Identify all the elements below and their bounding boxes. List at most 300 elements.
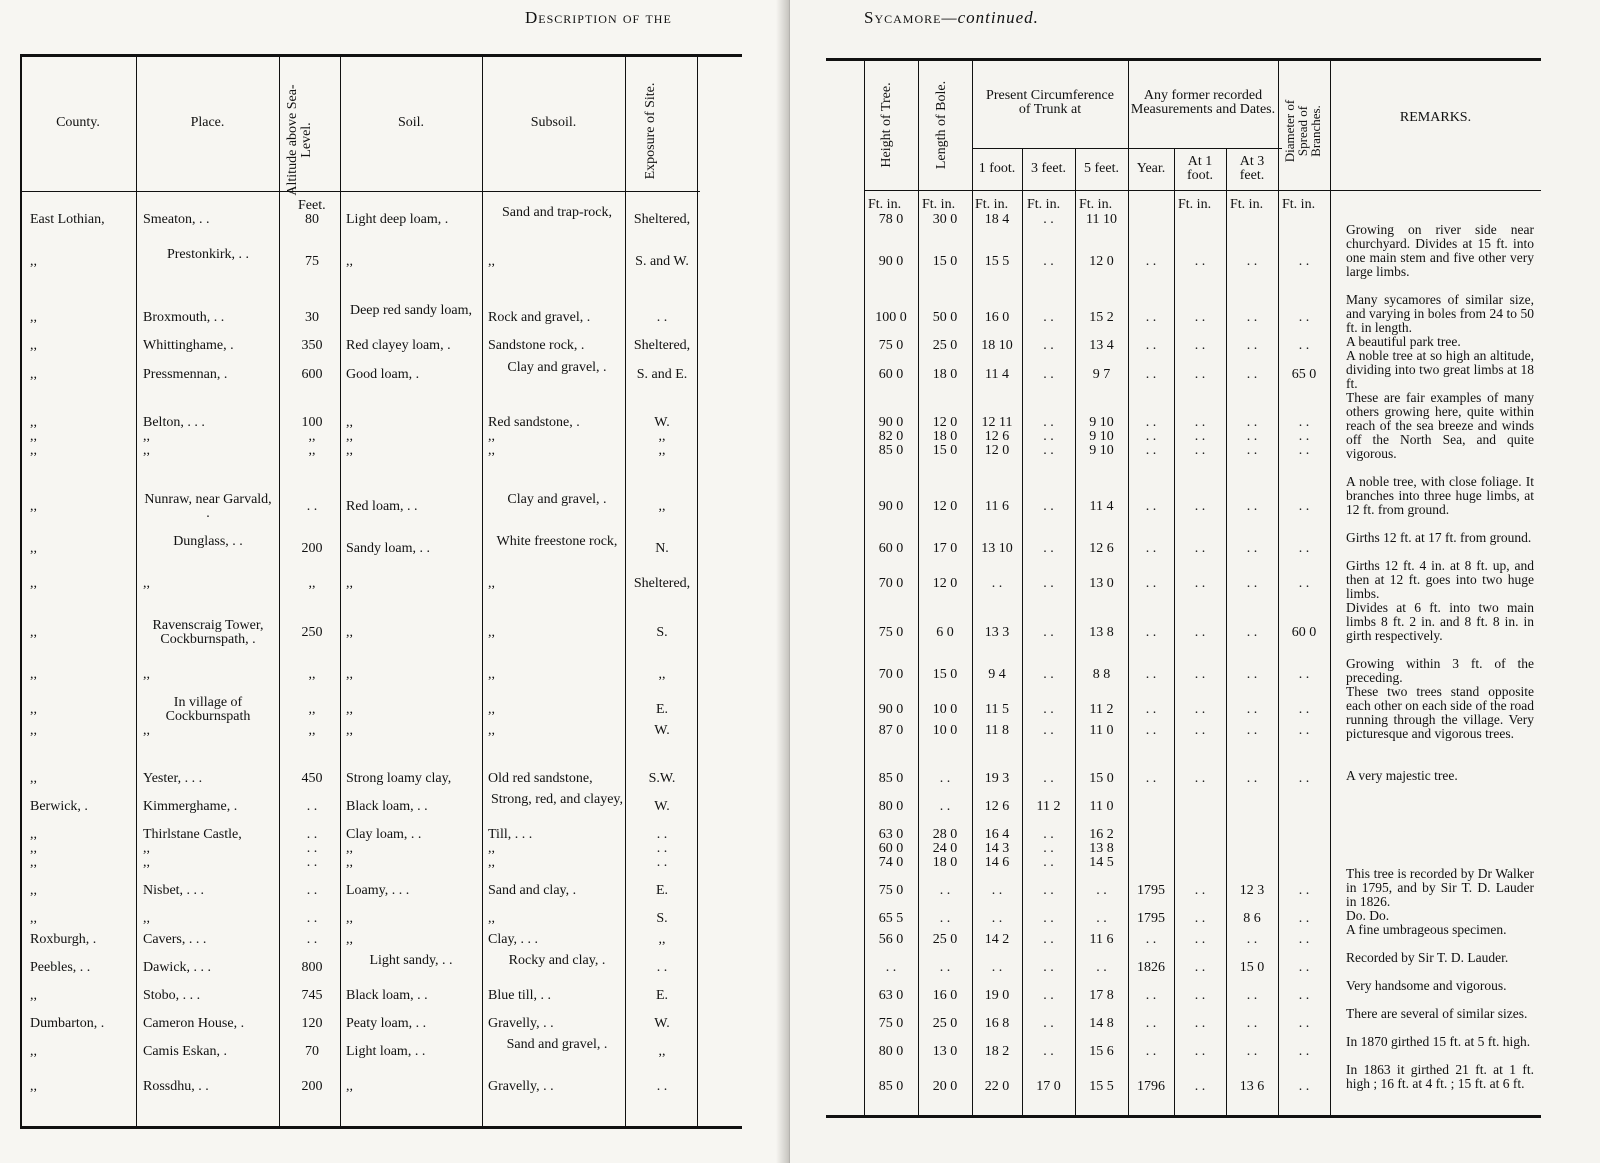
row-h: 63 0 <box>878 828 904 842</box>
row-d: . . <box>1298 1017 1310 1031</box>
row-county: ,, <box>30 827 37 842</box>
row-county: ,, <box>30 443 37 458</box>
row-a3: . . <box>1246 703 1258 717</box>
row-yr: 1795 <box>1137 884 1165 898</box>
row-a3: 15 0 <box>1239 961 1265 975</box>
row-f3: . . <box>1043 311 1054 325</box>
row-f5: 9 7 <box>1092 368 1111 382</box>
row-exposure: Sheltered, <box>633 338 691 353</box>
row-a3: . . <box>1246 368 1258 382</box>
row-county: ,, <box>30 841 37 856</box>
row-exposure: S. <box>656 911 668 926</box>
row-a3: . . <box>1246 1045 1258 1059</box>
row-exposure: N. <box>655 541 669 556</box>
row-place: ,, <box>143 429 150 444</box>
row-alt: 120 <box>301 1016 323 1031</box>
row-place: Nisbet, . . . <box>143 883 205 898</box>
row-h: 90 0 <box>878 703 904 717</box>
row-b: . . <box>939 884 951 898</box>
remark-text: In 1870 girthed 15 ft. at 5 ft. high. <box>1346 1034 1531 1049</box>
row-exposure: E. <box>655 883 669 898</box>
col-soil: Soil. <box>397 114 425 130</box>
row-f1: 12 6 <box>984 430 1010 444</box>
row-subsoil: ,, <box>488 911 495 926</box>
row-f3: . . <box>1043 724 1054 738</box>
row-h: 87 0 <box>878 724 904 738</box>
row-b: 15 0 <box>932 255 958 269</box>
row-exposure: . . <box>656 310 668 325</box>
row-place: Dawick, . . . <box>143 960 212 975</box>
row-b: 12 0 <box>932 577 958 591</box>
row-soil: ,, <box>346 1079 353 1094</box>
row-county: ,, <box>30 1044 37 1059</box>
row-subsoil: Till, . . . <box>488 827 533 842</box>
row-place: ,, <box>143 841 150 856</box>
row-alt: 450 <box>301 771 323 786</box>
row-h: 65 5 <box>878 912 904 926</box>
col-exposure: Exposure of Site. <box>643 82 658 180</box>
row-h: 85 0 <box>878 772 904 786</box>
row-d: . . <box>1298 255 1310 269</box>
row-alt: 800 <box>301 960 323 975</box>
row-subsoil: ,, <box>488 667 495 682</box>
row-a1: . . <box>1194 542 1206 556</box>
row-f1: 19 0 <box>984 989 1010 1003</box>
row-f5: 11 0 <box>1089 724 1114 738</box>
col-5-feet: 5 feet. <box>1084 161 1119 176</box>
row-f3: . . <box>1043 368 1054 382</box>
row-county: Roxburgh, . <box>30 932 97 947</box>
row-a1: . . <box>1194 961 1206 975</box>
row-place: Stobo, . . . <box>143 988 201 1003</box>
row-b: 18 0 <box>932 430 958 444</box>
row-place: Pressmennan, . <box>143 367 228 382</box>
row-soil: ,, <box>346 932 353 947</box>
row-county: ,, <box>30 911 37 926</box>
row-alt: ,, <box>308 443 316 458</box>
row-subsoil: ,, <box>488 855 495 870</box>
row-d: . . <box>1298 577 1310 591</box>
row-county: ,, <box>30 667 37 682</box>
row-f1: 11 4 <box>985 368 1009 382</box>
row-d: . . <box>1298 989 1310 1003</box>
remark-text: Girths 12 ft. 4 in. at 8 ft. up, and then at 12 ft. goes into two huge limbs. <box>1346 558 1534 601</box>
row-subsoil: Old red sandstone, <box>488 771 593 786</box>
row-alt: . . <box>306 883 318 898</box>
row-exposure: E. <box>655 702 669 717</box>
row-yr: 1795 <box>1137 912 1165 926</box>
row-a1: . . <box>1194 311 1206 325</box>
row-place: ,, <box>143 723 150 738</box>
row-place: Prestonkirk, . . <box>166 247 250 262</box>
col-3-feet: 3 feet. <box>1031 161 1066 176</box>
col-1-foot: 1 foot. <box>978 161 1016 176</box>
row-d: . . <box>1298 416 1310 430</box>
row-a3: . . <box>1246 1017 1258 1031</box>
row-yr: . . <box>1145 339 1157 353</box>
row-a1: . . <box>1194 724 1206 738</box>
row-exposure: W. <box>654 799 670 814</box>
row-yr: . . <box>1145 933 1157 947</box>
row-alt: ,, <box>308 429 316 444</box>
row-b: . . <box>939 800 951 814</box>
row-b: 18 0 <box>932 856 958 870</box>
row-h: 56 0 <box>878 933 904 947</box>
row-soil: ,, <box>346 841 353 856</box>
right-running-title: Sycamore—continued. <box>864 8 1039 27</box>
row-a3: . . <box>1246 430 1258 444</box>
col-county: County. <box>56 114 100 130</box>
row-h: 70 0 <box>878 668 904 682</box>
row-f3: . . <box>1043 856 1054 870</box>
row-soil: Light deep loam, . <box>346 212 449 227</box>
row-f1: 11 8 <box>985 724 1009 738</box>
row-f3: . . <box>1043 339 1054 353</box>
row-f3: . . <box>1043 416 1054 430</box>
row-f1: 12 0 <box>984 444 1010 458</box>
row-a3: . . <box>1246 772 1258 786</box>
row-yr: . . <box>1145 577 1157 591</box>
row-subsoil: Sand and gravel, . <box>506 1037 608 1052</box>
remark-text: Girths 12 ft. at 17 ft. from ground. <box>1346 530 1532 545</box>
unit-bole: Ft. in. <box>922 197 956 212</box>
row-county: ,, <box>30 702 37 717</box>
row-soil: ,, <box>346 702 353 717</box>
row-d: . . <box>1298 884 1310 898</box>
row-b: 25 0 <box>932 933 958 947</box>
row-place: ,, <box>143 443 150 458</box>
row-place: Smeaton, . . <box>143 212 210 227</box>
row-b: 18 0 <box>932 368 958 382</box>
row-f1: . . <box>991 912 1003 926</box>
row-alt: 600 <box>301 367 323 382</box>
row-exposure: Sheltered, <box>633 212 691 227</box>
row-f3: . . <box>1043 772 1054 786</box>
row-subsoil: ,, <box>488 429 495 444</box>
col-height: Height of Tree. <box>879 82 894 168</box>
row-a1: . . <box>1194 339 1206 353</box>
row-f5: 11 4 <box>1089 500 1114 514</box>
col-former: Any former recorded Measurements and Dates. <box>1130 88 1276 117</box>
row-alt: 200 <box>301 541 323 556</box>
row-subsoil: ,, <box>488 841 495 856</box>
row-a3: 12 3 <box>1239 884 1265 898</box>
row-d: . . <box>1298 339 1310 353</box>
row-exposure: . . <box>656 855 668 870</box>
row-yr: . . <box>1145 444 1157 458</box>
row-exposure: ,, <box>658 667 666 682</box>
row-subsoil: Sand and trap-rock, <box>501 205 613 220</box>
row-exposure: S.W. <box>648 771 676 786</box>
row-b: 12 0 <box>932 500 958 514</box>
row-b: 16 0 <box>932 989 958 1003</box>
row-yr: . . <box>1145 989 1157 1003</box>
row-county: ,, <box>30 771 37 786</box>
row-subsoil: Gravelly, . . <box>488 1016 554 1031</box>
right-page <box>790 0 1600 1163</box>
row-alt: . . <box>306 499 318 514</box>
row-subsoil: ,, <box>488 723 495 738</box>
row-exposure: S. <box>656 625 668 640</box>
remark-text: Growing within 3 ft. of the preceding. <box>1346 656 1534 685</box>
row-h: 90 0 <box>878 255 904 269</box>
row-place: Whittinghame, . <box>143 338 234 353</box>
row-county: ,, <box>30 1079 37 1094</box>
row-a3: . . <box>1246 989 1258 1003</box>
row-county: ,, <box>30 429 37 444</box>
row-f5: 9 10 <box>1089 416 1114 430</box>
row-subsoil: ,, <box>488 625 495 640</box>
row-f1: 12 11 <box>981 416 1013 430</box>
row-place: Ravenscraig Tower, Cockburnspath, . <box>152 618 264 647</box>
row-f5: 17 8 <box>1089 989 1114 1003</box>
row-b: 13 0 <box>932 1045 958 1059</box>
row-soil: ,, <box>346 576 353 591</box>
row-exposure: ,, <box>658 443 666 458</box>
row-f3: . . <box>1043 542 1054 556</box>
col-subsoil: Subsoil. <box>530 114 577 130</box>
row-place: Cameron House, . <box>143 1016 245 1031</box>
remark-text: This tree is recorded by Dr Walker in 1795, and by Sir T. D. Lauder in 1826. <box>1346 866 1534 909</box>
unit-height: Ft. in. <box>868 197 902 212</box>
col-place: Place. <box>190 114 225 130</box>
row-soil: Strong loamy clay, <box>346 771 452 786</box>
row-d: . . <box>1298 668 1310 682</box>
row-b: 17 0 <box>932 542 958 556</box>
row-b: 28 0 <box>932 828 958 842</box>
row-county: ,, <box>30 310 37 325</box>
row-h: 75 0 <box>878 884 904 898</box>
row-exposure: S. and E. <box>636 367 688 382</box>
row-f5: 11 10 <box>1086 213 1117 227</box>
row-f3: . . <box>1043 444 1054 458</box>
row-exposure: Sheltered, <box>633 576 691 591</box>
row-soil: ,, <box>346 443 353 458</box>
col-diameter: Diameter of Spread of Branches. <box>1282 99 1323 163</box>
row-county: ,, <box>30 367 37 382</box>
row-b: 25 0 <box>932 1017 958 1031</box>
row-b: 30 0 <box>932 213 958 227</box>
row-yr: . . <box>1145 1017 1157 1031</box>
row-b: . . <box>939 961 951 975</box>
row-subsoil: Sandstone rock, . <box>488 338 585 353</box>
row-alt: . . <box>306 855 318 870</box>
row-a1: . . <box>1194 1045 1206 1059</box>
remark-text: A very majestic tree. <box>1346 768 1458 783</box>
row-b: 15 0 <box>932 668 958 682</box>
row-f3: . . <box>1043 912 1054 926</box>
row-alt: ,, <box>308 702 316 717</box>
row-f3: . . <box>1043 626 1054 640</box>
row-exposure: . . <box>656 1079 668 1094</box>
remark-text: Do. Do. <box>1346 908 1390 923</box>
row-subsoil: Rocky and clay, . <box>508 953 606 968</box>
row-f1: . . <box>991 884 1003 898</box>
row-b: 6 0 <box>936 626 954 640</box>
row-d: . . <box>1298 933 1310 947</box>
col-at3: At 3 feet. <box>1239 154 1265 183</box>
row-a3: . . <box>1246 339 1258 353</box>
row-f1: 13 3 <box>984 626 1010 640</box>
row-f5: 13 8 <box>1089 626 1114 640</box>
row-alt: 745 <box>301 988 323 1003</box>
row-county: Peebles, . . <box>30 960 91 975</box>
row-f3: 17 0 <box>1036 1080 1061 1094</box>
row-f3: 11 2 <box>1036 800 1061 814</box>
row-b: 20 0 <box>932 1080 958 1094</box>
row-f5: 12 6 <box>1089 542 1114 556</box>
row-county: East Lothian, <box>30 212 105 227</box>
row-a3: . . <box>1246 444 1258 458</box>
feet-unit: Feet. <box>298 198 326 213</box>
row-d: . . <box>1298 1045 1310 1059</box>
row-h: 78 0 <box>878 213 904 227</box>
row-yr: 1796 <box>1137 1080 1165 1094</box>
row-h: 60 0 <box>878 368 904 382</box>
row-f1: 16 0 <box>984 311 1010 325</box>
row-yr: . . <box>1145 703 1157 717</box>
row-f5: 9 10 <box>1089 444 1114 458</box>
row-f5: 15 2 <box>1089 311 1114 325</box>
row-county: ,, <box>30 338 37 353</box>
row-f1: 15 5 <box>984 255 1010 269</box>
remark-text: These are fair examples of many others growing here, quite within reach of the sea breeze and winds off the North Sea, and quite vigorous. <box>1346 390 1534 461</box>
row-place: Broxmouth, . . <box>143 310 225 325</box>
row-subsoil: Red sandstone, . <box>488 415 580 430</box>
row-exposure: . . <box>656 827 668 842</box>
row-a1: . . <box>1194 577 1206 591</box>
row-f5: . . <box>1096 961 1107 975</box>
row-a3: . . <box>1246 668 1258 682</box>
row-subsoil: Strong, red, and clayey, <box>490 792 624 807</box>
row-soil: Sandy loam, . . <box>346 541 430 556</box>
row-place: Nunraw, near Garvald, . <box>144 492 272 521</box>
row-soil: Black loam, . . <box>346 799 428 814</box>
row-f5: 14 5 <box>1089 856 1114 870</box>
row-d: . . <box>1298 311 1310 325</box>
row-soil: ,, <box>346 254 353 269</box>
row-b: 10 0 <box>932 724 958 738</box>
row-f5: 13 0 <box>1089 577 1114 591</box>
row-f3: . . <box>1043 430 1054 444</box>
remark-text: A fine umbrageous specimen. <box>1346 922 1507 937</box>
row-exposure: W. <box>654 415 670 430</box>
row-place: Yester, . . . <box>143 771 203 786</box>
row-f5: 15 0 <box>1089 772 1114 786</box>
row-place: Cavers, . . . <box>143 932 207 947</box>
row-exposure: S. and W. <box>635 254 689 269</box>
row-h: 100 0 <box>875 311 907 325</box>
row-f3: . . <box>1043 828 1054 842</box>
row-d: . . <box>1298 542 1310 556</box>
row-f5: . . <box>1096 884 1107 898</box>
row-a1: . . <box>1194 884 1206 898</box>
row-soil: ,, <box>346 855 353 870</box>
row-soil: Loamy, . . . <box>346 883 410 898</box>
row-county: ,, <box>30 723 37 738</box>
row-alt: ,, <box>308 667 316 682</box>
row-f3: . . <box>1043 703 1054 717</box>
row-h: 75 0 <box>878 626 904 640</box>
row-a1: . . <box>1194 668 1206 682</box>
row-exposure: . . <box>656 960 668 975</box>
row-f3: . . <box>1043 213 1054 227</box>
row-alt: 200 <box>301 1079 323 1094</box>
row-alt: . . <box>306 841 318 856</box>
remark-text: Divides at 6 ft. into two main limbs 8 ft. 2 in. and 8 ft. 8 in. in girth respectively. <box>1346 600 1534 643</box>
remark-text: These two trees stand opposite each other on each side of the road running through the village. Very picturesque and vigorous trees. <box>1346 684 1534 741</box>
row-exposure: W. <box>654 723 670 738</box>
row-h: 75 0 <box>878 1017 904 1031</box>
row-alt: ,, <box>308 723 316 738</box>
row-f5: 13 4 <box>1089 339 1114 353</box>
row-f5: . . <box>1096 912 1107 926</box>
unit-5-feet: Ft. in. <box>1079 197 1113 212</box>
row-h: 85 0 <box>878 1080 904 1094</box>
row-b: 12 0 <box>932 416 958 430</box>
row-d: . . <box>1298 430 1310 444</box>
row-h: 80 0 <box>878 800 904 814</box>
row-f3: . . <box>1043 884 1054 898</box>
row-yr: . . <box>1145 724 1157 738</box>
row-place: Rossdhu, . . <box>143 1079 209 1094</box>
row-alt: . . <box>306 932 318 947</box>
row-d: 60 0 <box>1291 626 1317 640</box>
row-f3: . . <box>1043 500 1054 514</box>
row-yr: . . <box>1145 500 1157 514</box>
row-a1: . . <box>1194 933 1206 947</box>
unit-3-feet: Ft. in. <box>1027 197 1061 212</box>
row-f1: 18 10 <box>981 339 1013 353</box>
row-a3: 8 6 <box>1243 912 1261 926</box>
row-yr: . . <box>1145 668 1157 682</box>
row-a1: . . <box>1194 626 1206 640</box>
row-county: ,, <box>30 541 37 556</box>
row-a3: . . <box>1246 311 1258 325</box>
row-alt: . . <box>306 911 318 926</box>
col-year: Year. <box>1136 161 1166 176</box>
row-f5: 15 6 <box>1089 1045 1114 1059</box>
row-place: Dunglass, . . <box>173 534 243 549</box>
row-subsoil: Sand and clay, . <box>488 883 577 898</box>
row-soil: ,, <box>346 429 353 444</box>
row-subsoil: ,, <box>488 576 495 591</box>
row-a3: 13 6 <box>1239 1080 1265 1094</box>
row-h: 63 0 <box>878 989 904 1003</box>
row-subsoil: Clay and gravel, . <box>507 360 607 375</box>
row-f3: . . <box>1043 255 1054 269</box>
row-yr: . . <box>1145 772 1157 786</box>
remark-text: Many sycamores of similar size, and varying in boles from 24 to 50 ft. in length. <box>1346 292 1534 335</box>
row-a1: . . <box>1194 500 1206 514</box>
row-f1: . . <box>991 961 1003 975</box>
row-soil: Red clayey loam, . <box>346 338 451 353</box>
row-d: . . <box>1298 724 1310 738</box>
row-b: 24 0 <box>932 842 958 856</box>
row-a3: . . <box>1246 724 1258 738</box>
row-a1: . . <box>1194 416 1206 430</box>
col-remarks: REMARKS. <box>1399 110 1472 125</box>
row-f5: 16 2 <box>1089 828 1114 842</box>
row-alt: ,, <box>308 576 316 591</box>
row-f3: . . <box>1043 577 1054 591</box>
row-subsoil: Rock and gravel, . <box>488 310 591 325</box>
row-f5: 11 2 <box>1089 703 1114 717</box>
row-f3: . . <box>1043 1017 1054 1031</box>
row-f1: 11 6 <box>985 500 1009 514</box>
row-soil: ,, <box>346 415 353 430</box>
remark-text: Growing on river side near churchyard. Divides at 15 ft. into one main stem and five other very large limbs. <box>1346 222 1534 279</box>
